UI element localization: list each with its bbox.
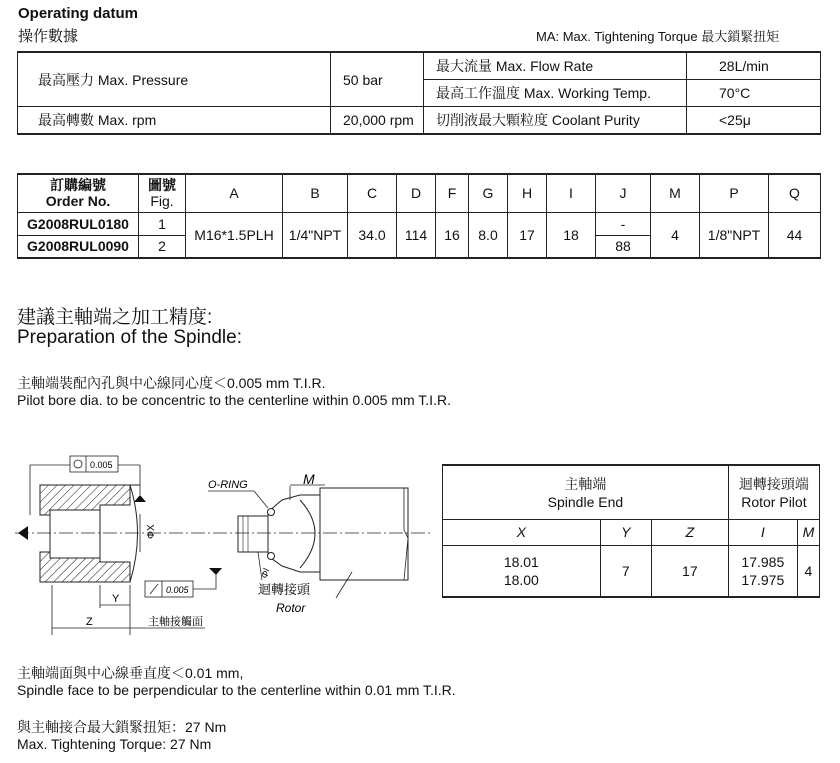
concentric-zh: 主軸端裝配內孔與中心線同心度＜0.005 mm T.I.R. bbox=[17, 375, 326, 391]
header-fig bbox=[139, 174, 186, 212]
col-m: M bbox=[797, 519, 819, 545]
datum-arrow-left bbox=[18, 526, 28, 540]
spindle-drawing bbox=[0, 440, 440, 640]
purity-value: <25μ bbox=[687, 107, 821, 135]
ma-note: MA: Max. Tightening Torque 最大鎖緊扭矩 bbox=[536, 29, 780, 44]
max-pressure-value: 50 bar bbox=[331, 52, 424, 107]
header-order-zh: 訂購編號 bbox=[50, 177, 106, 194]
tol-bottom-value: 0.005 bbox=[166, 585, 189, 595]
spindle-section bbox=[40, 485, 140, 582]
cell-m-dim: 4 bbox=[797, 545, 819, 597]
header-p: P bbox=[700, 174, 769, 212]
torque-zh: 與主軸接合最大鎖緊扭矩：27 Nm bbox=[17, 719, 227, 735]
table-row bbox=[18, 212, 821, 235]
spindle-end-en: Spindle End bbox=[547, 494, 624, 511]
header-fig-en: Fig. bbox=[150, 193, 174, 210]
rotor-pilot-header bbox=[728, 465, 819, 519]
cell-c: 34.0 bbox=[348, 212, 397, 258]
max-rpm-label: 最高轉數 Max. rpm bbox=[18, 107, 331, 135]
datum-arrow-top bbox=[134, 495, 146, 502]
x-upper: 18.01 bbox=[503, 553, 539, 570]
cell-h: 17 bbox=[508, 212, 547, 258]
cell-y: 7 bbox=[600, 545, 651, 597]
temp-label: 最高工作溫度 Max. Working Temp. bbox=[424, 80, 687, 107]
col-x: X bbox=[443, 519, 601, 545]
perpendicular-en: Spindle face to be perpendicular to the centerline within 0.01 mm T.I.R. bbox=[17, 682, 456, 698]
order-table bbox=[17, 173, 821, 259]
z-label: Z bbox=[86, 616, 93, 628]
cell-z: 17 bbox=[651, 545, 728, 597]
header-order-en: Order No. bbox=[45, 193, 111, 210]
header-fig-zh: 圖號 bbox=[148, 177, 176, 194]
order-no-2: G2008RUL0090 bbox=[18, 235, 139, 258]
spindle-end-header bbox=[443, 465, 729, 519]
oring-label: O-RING bbox=[208, 479, 248, 491]
header-g: G bbox=[469, 174, 508, 212]
torque-en: Max. Tightening Torque: 27 Nm bbox=[17, 736, 212, 752]
cell-d: 114 bbox=[397, 212, 436, 258]
cell-j-2: 88 bbox=[596, 235, 651, 258]
cell-q: 44 bbox=[769, 212, 821, 258]
header-m: M bbox=[651, 174, 700, 212]
fig-1: 1 bbox=[139, 212, 186, 235]
rotor-pilot-zh: 迴轉接頭端 bbox=[738, 476, 809, 493]
rotor-label-zh: 迴轉接頭 bbox=[258, 582, 311, 597]
section-title-en: Operating datum bbox=[18, 5, 139, 22]
cell-i: 18 bbox=[547, 212, 596, 258]
purity-label: 切削液最大顆粒度 Coolant Purity bbox=[424, 107, 687, 135]
concentric-en: Pilot bore dia. to be concentric to the centerline within 0.005 mm T.I.R. bbox=[17, 392, 451, 408]
phi-x-label: ΦX bbox=[146, 524, 157, 539]
cell-g: 8.0 bbox=[469, 212, 508, 258]
phi-i-label: ΦI bbox=[259, 567, 272, 580]
header-i: I bbox=[547, 174, 596, 212]
cell-x bbox=[443, 545, 601, 597]
col-y: Y bbox=[600, 519, 651, 545]
datum-arrow-bottom bbox=[209, 568, 222, 575]
cell-b: 1/4"NPT bbox=[283, 212, 348, 258]
perpendicular-zh: 主軸端面與中心線垂直度＜0.01 mm, bbox=[17, 665, 244, 681]
cell-j-1: - bbox=[596, 212, 651, 235]
y-label: Y bbox=[112, 593, 120, 605]
tol-top-value: 0.005 bbox=[90, 460, 113, 470]
header-q: Q bbox=[769, 174, 821, 212]
spindle-face-label: 主軸接觸面 bbox=[148, 616, 203, 628]
header-h: H bbox=[508, 174, 547, 212]
i-upper: 17.985 bbox=[741, 553, 785, 570]
table-row bbox=[443, 545, 820, 597]
rotor-pilot-en: Rotor Pilot bbox=[741, 494, 807, 511]
rotor-label-en: Rotor bbox=[276, 601, 306, 615]
x-lower: 18.00 bbox=[503, 571, 539, 588]
header-f: F bbox=[436, 174, 469, 212]
i-lower: 17.975 bbox=[741, 571, 785, 588]
header-j: J bbox=[596, 174, 651, 212]
spec-table bbox=[17, 51, 821, 135]
temp-value: 70°C bbox=[687, 80, 821, 107]
header-a: A bbox=[186, 174, 283, 212]
spindle-title-zh: 建議主軸端之加工精度: bbox=[17, 307, 213, 328]
cell-f: 16 bbox=[436, 212, 469, 258]
cell-p: 1/8"NPT bbox=[700, 212, 769, 258]
header-b: B bbox=[283, 174, 348, 212]
m-label: M bbox=[303, 471, 315, 487]
flow-label: 最大流量 Max. Flow Rate bbox=[424, 52, 687, 80]
order-no-1: G2008RUL0180 bbox=[18, 212, 139, 235]
max-pressure-label: 最高壓力 Max. Pressure bbox=[18, 52, 331, 107]
col-i: I bbox=[728, 519, 797, 545]
fig-2: 2 bbox=[139, 235, 186, 258]
max-rpm-value: 20,000 rpm bbox=[331, 107, 424, 135]
cell-a: M16*1.5PLH bbox=[186, 212, 283, 258]
cell-i bbox=[728, 545, 797, 597]
header-c: C bbox=[348, 174, 397, 212]
flow-value: 28L/min bbox=[687, 52, 821, 80]
cell-m: 4 bbox=[651, 212, 700, 258]
section-title-zh: 操作數據 bbox=[18, 28, 79, 45]
header-d: D bbox=[397, 174, 436, 212]
dimension-table bbox=[442, 464, 820, 598]
col-z: Z bbox=[651, 519, 728, 545]
spindle-end-zh: 主軸端 bbox=[564, 476, 607, 493]
spindle-title-en: Preparation of the Spindle: bbox=[17, 327, 242, 348]
header-order bbox=[18, 174, 139, 212]
